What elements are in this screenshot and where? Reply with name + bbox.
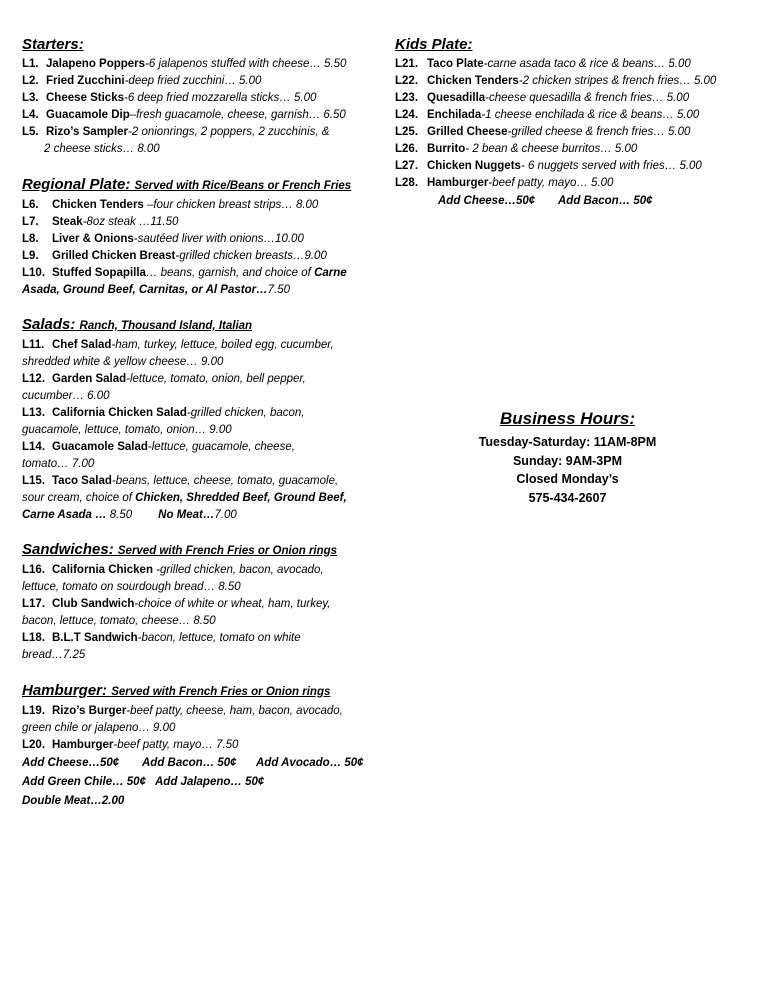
phone-number: 575-434-2607 xyxy=(528,490,607,505)
menu-item-continued: cucumber… 6.00 xyxy=(22,390,110,402)
section-title: Starters: xyxy=(22,36,84,53)
menu-item: L9. Grilled Chicken Breast-grilled chicken breasts…9.00 xyxy=(22,250,327,262)
hours-line: Tuesday-Saturday: 11AM-8PM xyxy=(478,435,657,449)
addon: Add Avocado… 50¢ xyxy=(256,757,364,769)
menu-item-continued: tomato… 7.00 xyxy=(22,458,95,470)
kids-section xyxy=(395,36,755,211)
section-title: Regional Plate: Served with Rice/Beans or French Fries xyxy=(22,176,352,193)
menu-item-continued: Carne Asada … 8.50 No Meat…7.00 xyxy=(22,509,237,521)
menu-item: L11. Chef Salad-ham, turkey, lettuce, boiled egg, cucumber, xyxy=(22,339,334,351)
menu-item: L16. California Chicken -grilled chicken, bacon, avocado, xyxy=(22,564,324,576)
addon: Add Cheese…50¢ xyxy=(438,195,536,207)
menu-item-continued: lettuce, tomato on sourdough bread… 8.50 xyxy=(22,581,241,593)
menu-item: L2. Fried Zucchini-deep fried zucchini… 5.00 xyxy=(22,75,262,87)
menu-item: L22. Chicken Tenders-2 chicken stripes & french fries… 5.00 xyxy=(395,75,717,87)
menu-item: L23. Quesadilla-cheese quesadilla & french fries… 5.00 xyxy=(395,92,690,104)
addons-row xyxy=(395,192,755,211)
menu-item: L18. B.L.T Sandwich-bacon, lettuce, tomato on white xyxy=(22,632,301,644)
menu-item: L10. Stuffed Sopapilla… beans, garnish, and choice of Carne xyxy=(22,267,347,279)
section-title: Kids Plate: xyxy=(395,36,473,53)
menu-item-continued: guacamole, lettuce, tomato, onion… 9.00 xyxy=(22,424,232,436)
addons-row xyxy=(22,773,372,792)
hours-line: Closed Monday’s xyxy=(516,472,619,486)
menu-item-continued: bacon, lettuce, tomato, cheese… 8.50 xyxy=(22,615,216,627)
section-title: Hamburger: Served with French Fries or Onion rings xyxy=(22,682,331,699)
business-hours xyxy=(395,408,740,507)
menu-item: L12. Garden Salad-lettuce, tomato, onion, bell pepper, xyxy=(22,373,306,385)
menu-item: L20. Hamburger-beef patty, mayo… 7.50 xyxy=(22,739,239,751)
addon: Add Jalapeno… 50¢ xyxy=(155,776,265,788)
menu-item: L27. Chicken Nuggets- 6 nuggets served with fries… 5.00 xyxy=(395,160,702,172)
menu-item: L15. Taco Salad-beans, lettuce, cheese, tomato, guacamole, xyxy=(22,475,339,487)
addons-row xyxy=(22,792,372,811)
menu-item: L14. Guacamole Salad-lettuce, guacamole, cheese, xyxy=(22,441,295,453)
menu-item: L7. Steak-8oz steak …11.50 xyxy=(22,216,179,228)
menu-item: L1. Jalapeno Poppers-6 jalapenos stuffed with cheese… 5.50 xyxy=(22,58,347,70)
menu-item: L25. Grilled Cheese-grilled cheese & french fries… 5.00 xyxy=(395,126,691,138)
section-title: Sandwiches: Served with French Fries or Onion rings xyxy=(22,541,338,558)
menu-item-continued: 2 cheese sticks… 8.00 xyxy=(44,143,160,155)
section-subtitle: Served with French Fries or Onion rings xyxy=(117,545,338,557)
menu-item-continued: shredded white & yellow cheese… 9.00 xyxy=(22,356,224,368)
addon: Add Bacon… 50¢ xyxy=(142,757,237,769)
addon: Add Green Chile… 50¢ xyxy=(22,776,146,788)
menu-item: L13. California Chicken Salad-grilled chicken, bacon, xyxy=(22,407,305,419)
section-subtitle: Ranch, Thousand Island, Italian xyxy=(79,320,253,332)
menu-item: L19. Rizo’s Burger-beef patty, cheese, ham, bacon, avocado, xyxy=(22,705,343,717)
menu-item: L8. Liver & Onions-sautéed liver with onions…10.00 xyxy=(22,233,304,245)
section-subtitle: Served with Rice/Beans or French Fries xyxy=(134,180,352,192)
menu-item: L3. Cheese Sticks-6 deep fried mozzarella sticks… 5.00 xyxy=(22,92,317,104)
menu-item-continued: bread…7.25 xyxy=(22,649,86,661)
addon: Add Bacon… 50¢ xyxy=(558,195,653,207)
salads-section xyxy=(22,316,372,524)
menu-item: L6. Chicken Tenders –four chicken breast strips… 8.00 xyxy=(22,199,319,211)
hours-line: Sunday: 9AM-3PM xyxy=(512,453,623,468)
hours-title: Business Hours: xyxy=(499,409,636,428)
hamburger-section xyxy=(22,682,372,811)
menu-item: L26. Burrito- 2 bean & cheese burritos… 5.00 xyxy=(395,143,638,155)
menu-item: L5. Rizo’s Sampler-2 onionrings, 2 poppers, 2 zucchinis, & xyxy=(22,126,330,138)
regional-section xyxy=(22,176,372,299)
addon: Double Meat…2.00 xyxy=(22,795,125,807)
starters-section xyxy=(22,36,372,158)
menu-item: L24. Enchilada-1 cheese enchilada & rice & beans… 5.00 xyxy=(395,109,700,121)
menu-item: L28. Hamburger-beef patty, mayo… 5.00 xyxy=(395,177,614,189)
menu-item: L21. Taco Plate-carne asada taco & rice & beans… 5.00 xyxy=(395,58,691,70)
menu-item-continued: Asada, Ground Beef, Carnitas, or Al Pastor…7.50 xyxy=(22,284,290,296)
menu-item-continued: green chile or jalapeno… 9.00 xyxy=(22,722,176,734)
menu-item: L17. Club Sandwich-choice of white or wheat, ham, turkey, xyxy=(22,598,331,610)
section-subtitle: Served with French Fries or Onion rings xyxy=(111,686,331,698)
addons-row xyxy=(22,754,372,773)
sandwiches-section xyxy=(22,541,372,664)
menu-item-continued: sour cream, choice of Chicken, Shredded Beef, Ground Beef, xyxy=(22,492,347,504)
addon: Add Cheese…50¢ xyxy=(22,757,120,769)
section-title: Salads: Ranch, Thousand Island, Italian xyxy=(22,316,253,333)
menu-item: L4. Guacamole Dip–fresh guacamole, cheese, garnish… 6.50 xyxy=(22,109,346,121)
